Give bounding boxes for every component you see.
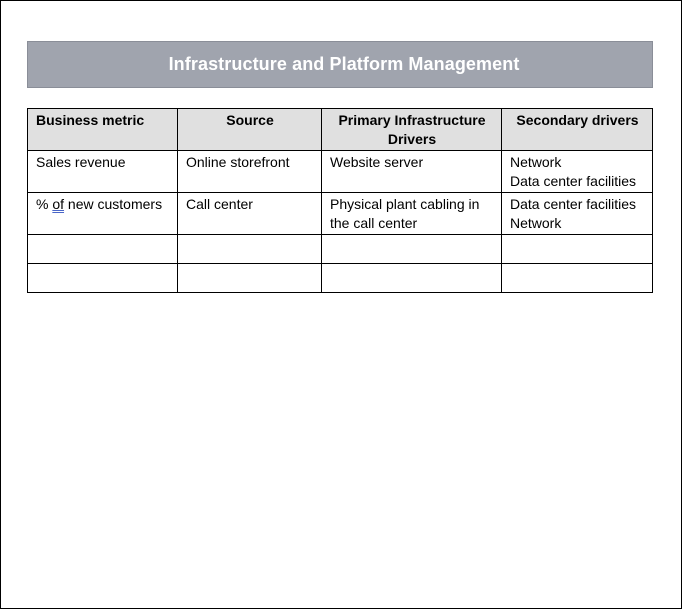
cell-line: Data center facilities [510,173,637,189]
table-header-row [28,109,653,151]
cell-secondary-drivers[interactable] [502,235,653,264]
cell-primary-drivers[interactable] [322,264,502,293]
cell-primary-drivers[interactable] [322,235,502,264]
cell-business-metric [28,193,178,235]
cell-line: Data center facilities [510,196,637,212]
cell-secondary-drivers [502,151,653,193]
grammar-flagged-word: of [52,196,65,212]
metrics-table [27,108,653,293]
cell-primary-drivers: Website server [322,151,502,193]
cell-secondary-drivers [502,193,653,235]
table-row [28,193,653,235]
table-row [28,264,653,293]
header-source: Source [178,109,322,151]
cell-line: Network [510,215,562,231]
table-row [28,151,653,193]
cell-source[interactable] [178,235,322,264]
header-primary-drivers: Primary Infrastructure Drivers [322,109,502,151]
cell-text-prefix: % [36,196,53,212]
cell-source: Online storefront [178,151,322,193]
cell-text-suffix: new customers [64,196,163,212]
cell-source: Call center [178,193,322,235]
cell-line: Physical plant cabling in [330,196,480,212]
cell-business-metric: Sales revenue [28,151,178,193]
header-secondary-drivers: Secondary drivers [502,109,653,151]
cell-business-metric[interactable] [28,235,178,264]
header-business-metric: Business metric [28,109,178,151]
cell-business-metric[interactable] [28,264,178,293]
cell-primary-drivers [322,193,502,235]
document-title: Infrastructure and Platform Management [168,54,520,74]
cell-line: Network [510,154,562,170]
cell-source[interactable] [178,264,322,293]
cell-secondary-drivers[interactable] [502,264,653,293]
table-row [28,235,653,264]
cell-line: the call center [330,215,418,231]
title-banner [27,41,653,88]
